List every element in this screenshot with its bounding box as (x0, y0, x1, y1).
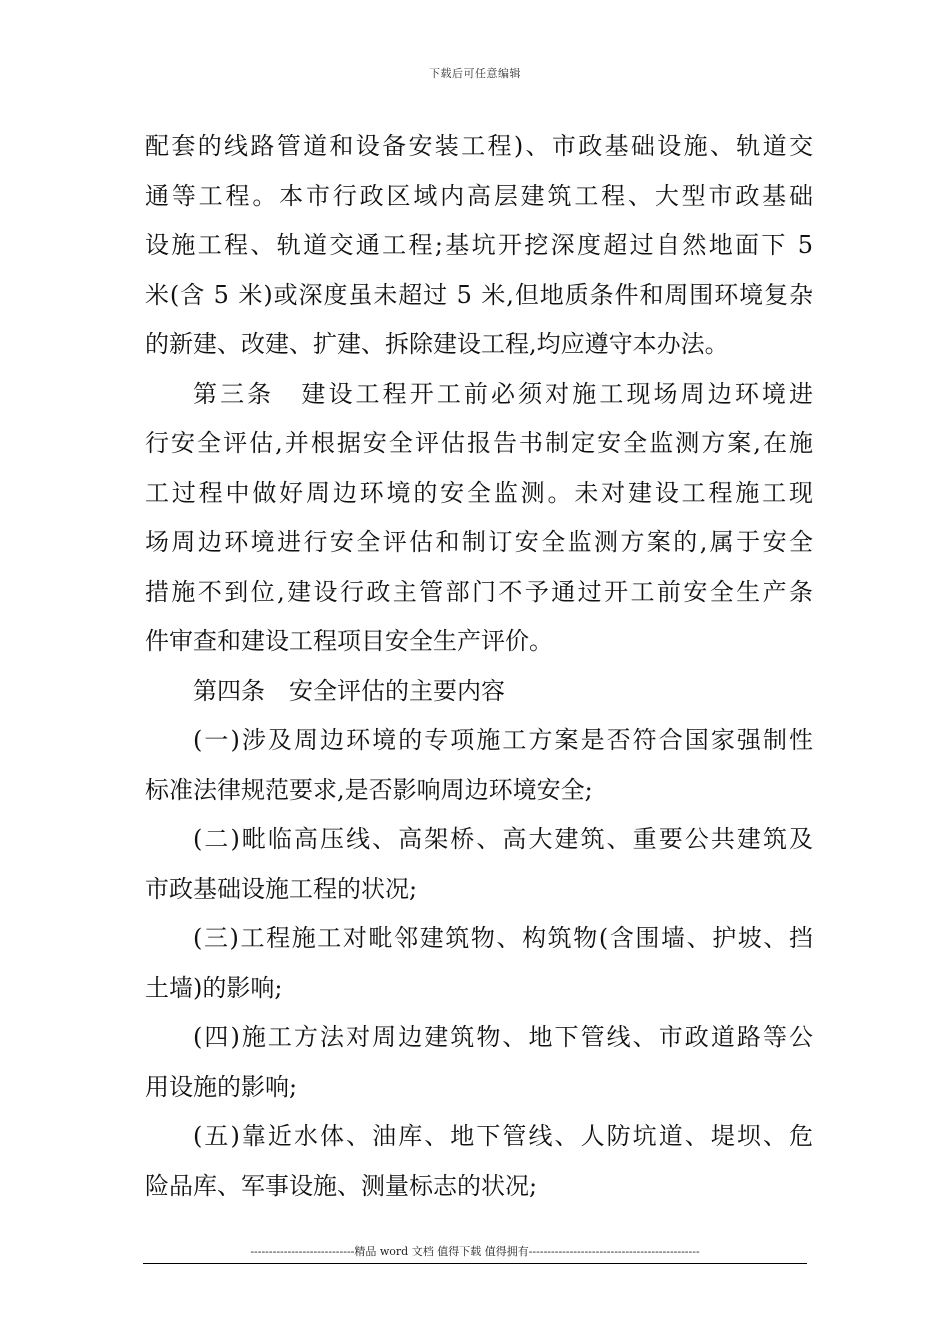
article-3-heading-line: 第三条 建设工程开工前必须对施工现场周边环境进 (193, 379, 817, 408)
list-item-3-cont: 土墙)的影响; (145, 973, 283, 1002)
list-item-4-cont: 用设施的影响; (145, 1072, 298, 1101)
page-header: 下载后可任意编辑 (429, 67, 521, 80)
list-item-4: (四)施工方法对周边建筑物、地下管线、市政道路等公 (193, 1023, 816, 1051)
body-line: 的新建、改建、扩建、拆除建设工程,均应遵守本办法。 (145, 330, 729, 358)
body-line: 场周边环境进行安全评估和制订安全监测方案的,属于安全 (145, 528, 816, 556)
body-line: 设施工程、轨道交通工程;基坑开挖深度超过自然地面下 5 (145, 231, 816, 259)
page-footer: ----------------------------精品 word 文档 值得下载 值得拥有---------------------------------------------- (250, 1245, 700, 1258)
article-4-heading: 第四条 安全评估的主要内容 (193, 676, 505, 705)
document-body (145, 122, 817, 1211)
list-item-2: (二)毗临高压线、高架桥、高大建筑、重要公共建筑及 (193, 825, 816, 853)
body-line: 措施不到位,建设行政主管部门不予通过开工前安全生产条 (145, 577, 816, 606)
list-item-5-cont: 险品库、军事设施、测量标志的状况; (145, 1171, 538, 1200)
body-line: 通等工程。本市行政区域内高层建筑工程、大型市政基础 (145, 181, 816, 210)
body-line: 工过程中做好周边环境的安全监测。未对建设工程施工现 (145, 478, 816, 507)
list-item-5: (五)靠近水体、油库、地下管线、人防坑道、堤坝、危 (193, 1122, 816, 1150)
list-item-1-cont: 标准法律规范要求,是否影响周边环境安全; (145, 775, 593, 804)
body-line: 配套的线路管道和设备安装工程)、市政基础设施、轨道交 (145, 132, 816, 160)
footer-divider (143, 1263, 807, 1264)
body-line: 件审查和建设工程项目安全生产评价。 (145, 627, 553, 655)
list-item-2-cont: 市政基础设施工程的状况; (145, 874, 418, 903)
list-item-3: (三)工程施工对毗邻建筑物、构筑物(含围墙、护坡、挡 (193, 924, 815, 952)
list-item-1: (一)涉及周边环境的专项施工方案是否符合国家强制性 (193, 726, 816, 754)
body-line: 行安全评估,并根据安全评估报告书制定安全监测方案,在施 (145, 429, 816, 457)
body-line: 米(含 5 米)或深度虽未超过 5 米,但地质条件和周围环境复杂 (145, 280, 814, 309)
